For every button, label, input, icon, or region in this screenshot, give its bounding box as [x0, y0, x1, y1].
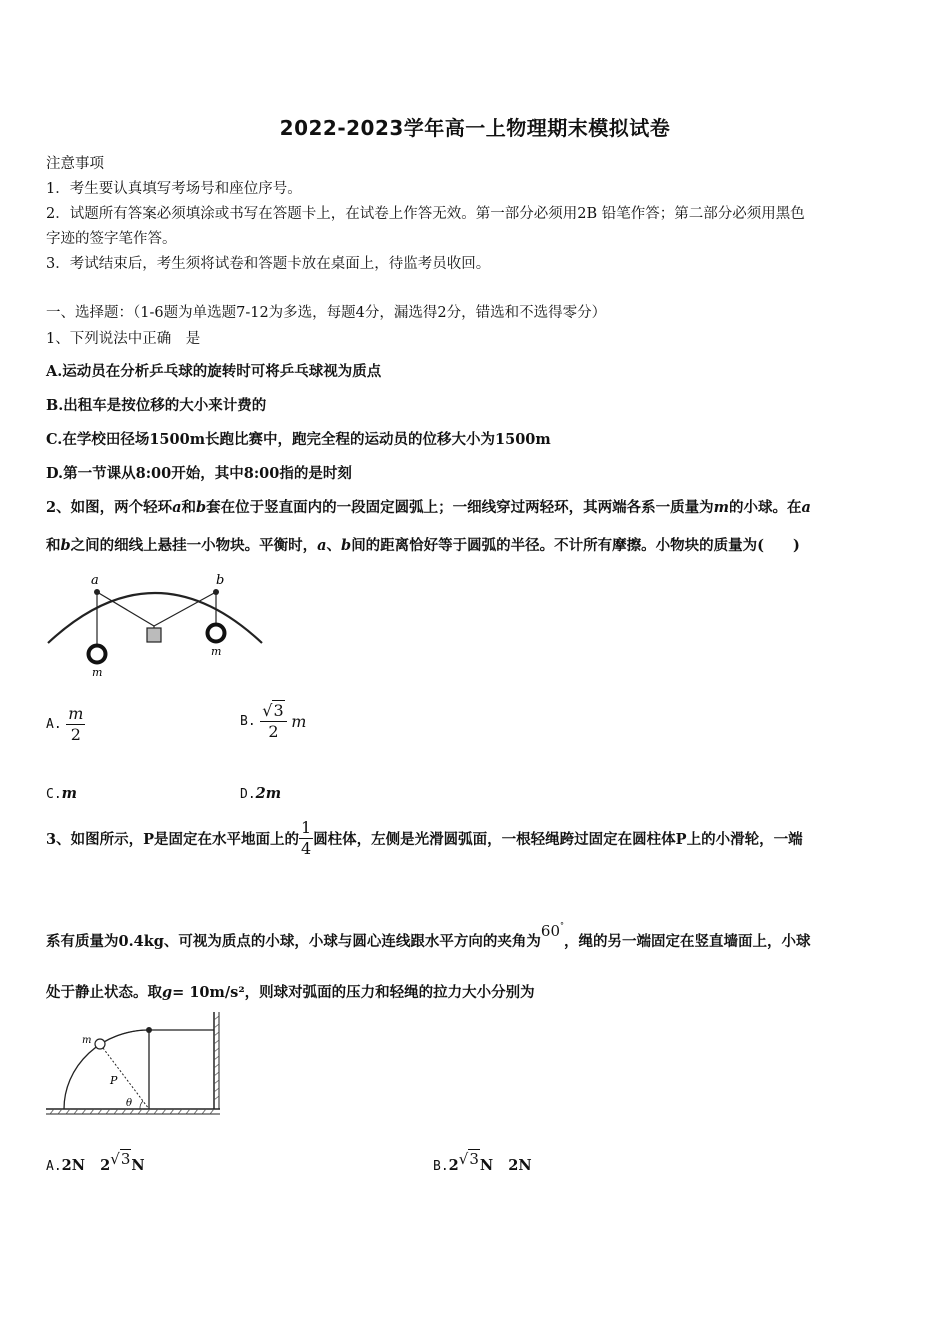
q3-stem-line1: 3、如图所示，P是固定在水平地面上的 $\frac{1}{4}$ 圆柱体，左侧是光滑圆弧面，一根轻绳跨过固定在圆柱体P上的小滑轮，一端 [46, 818, 803, 858]
q1-option-d: D.第一节课从8:00开始，其中8:00指的是时刻 [46, 465, 352, 482]
q1-stem: 1、下列说法中正确 是 [46, 331, 201, 347]
q1-option-b: B.出租车是按位移的大小来计费的 [46, 397, 267, 414]
q3-fig-label-m: m [82, 1035, 92, 1046]
q3-option-a: A.2N 2√3N [46, 1150, 145, 1174]
q2-option-a: A. $\frac{m}{2}$ [46, 704, 84, 744]
section-heading: 一、选择题：（1-6题为单选题7-12为多选，每题4分，漏选得2分，错选和不选得零分） [46, 305, 607, 321]
q3-stem-line2: 系有质量为0.4kg、可视为质点的小球，小球与圆心连线跟水平方向的夹角为60°，绳的另一端固定在竖直墙面上，小球 [46, 921, 811, 950]
q3-stem-line3: 处于静止状态。取g= 10m/s²，则球对弧面的压力和轻绳的拉力大小分别为 [46, 984, 535, 1001]
q3-cylinder-pulley-figure [44, 1010, 224, 1120]
q1-option-c: C.在学校田径场1500m长跑比赛中，跑完全程的运动员的位移大小为1500m [46, 431, 551, 448]
q2-option-c: C.m [46, 785, 77, 802]
q1-option-a: A.运动员在分析乒乓球的旋转时可将乒乓球视为质点 [46, 363, 382, 380]
q2-stem-line2: 和b之间的细线上悬挂一小物块。平衡时，a、b间的距离恰好等于圆弧的半径。不计所有摩擦。小物块的质量为( ) [46, 537, 800, 554]
q2-option-b: B. $\frac{√3}{2}$ m [240, 701, 307, 741]
notice-heading: 注意事项 [46, 156, 104, 172]
notice-item-2-cont: 字迹的签字笔作答。 [46, 231, 177, 247]
q3-fig-label-theta: θ [126, 1098, 133, 1109]
q2-fig-label-m-right: m [211, 645, 222, 658]
q3-fig-label-p: P [110, 1074, 118, 1087]
page-title: 2022-2023学年高一上物理期末模拟试卷 [279, 116, 671, 140]
q2-fig-label-a: a [91, 573, 99, 588]
q2-fig-label-b: b [216, 573, 225, 588]
notice-item-2: 2．试题所有答案必须填涂或书写在答题卡上，在试卷上作答无效。第一部分必须用2B 铅笔作答；第二部分必须用黑色 [46, 206, 805, 222]
q2-arc-rings-figure [40, 568, 270, 683]
q2-stem-line1: 2、如图，两个轻环a和b套在位于竖直面内的一段固定圆弧上；一细线穿过两轻环，其两端各系一质量为m的小球。在a [46, 499, 811, 516]
notice-item-1: 1．考生要认真填写考场号和座位序号。 [46, 181, 302, 197]
q3-option-b: B.2√3N 2N [433, 1150, 532, 1174]
q2-option-d: D.2m [240, 785, 282, 802]
q2-fig-label-m-left: m [92, 666, 103, 679]
notice-item-3: 3．考试结束后，考生须将试卷和答题卡放在桌面上，待监考员收回。 [46, 256, 491, 272]
